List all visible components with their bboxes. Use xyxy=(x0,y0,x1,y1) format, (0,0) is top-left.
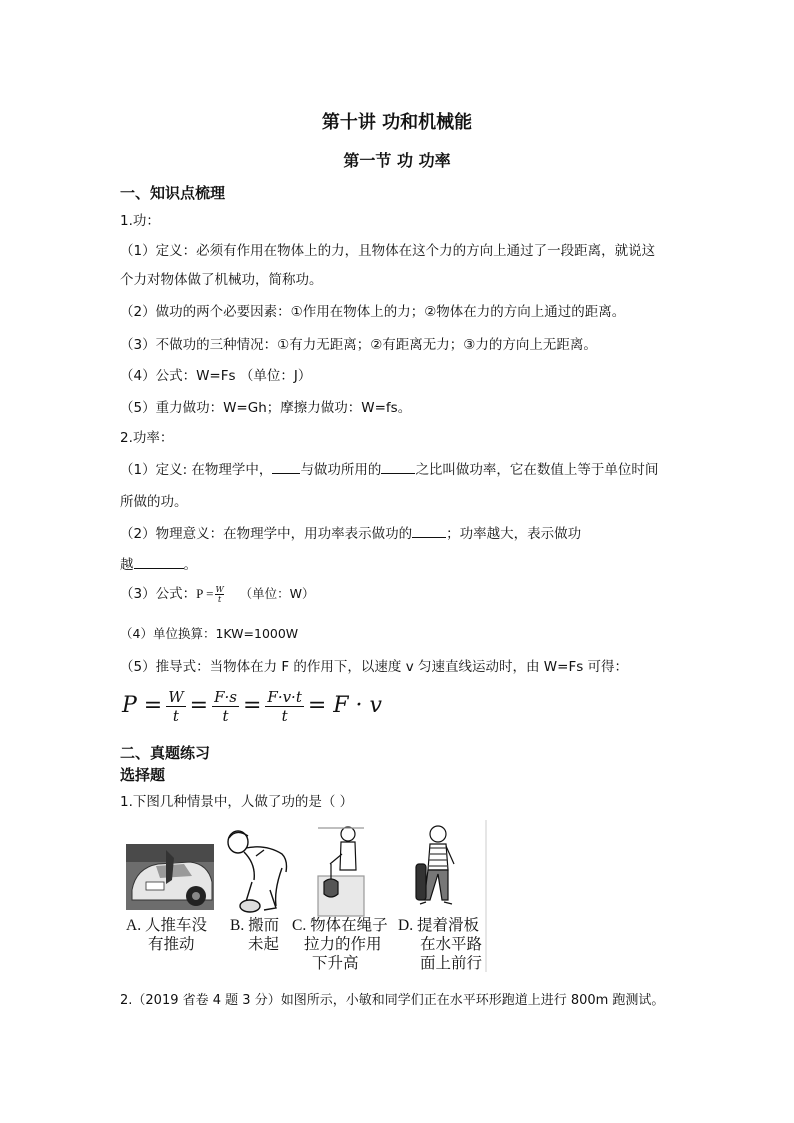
power-formula-unit: （单位：W） xyxy=(239,586,315,601)
page-title: 第十讲 功和机械能 xyxy=(321,112,473,133)
power-formula-fraction xyxy=(215,585,223,604)
caption-d-line2: 在水平路 xyxy=(420,936,483,953)
question-1-figure xyxy=(126,820,488,972)
power-heading: 2.功率： xyxy=(120,430,174,446)
eq-fraction-1-den: t xyxy=(172,706,179,725)
eq-lhs: P = xyxy=(122,693,163,718)
eq-fraction-3 xyxy=(265,688,303,725)
question-2: 2.（2019 省卷 4 题 3 分）如图所示，小敏和同学们正在水平环形跑道上进行 800m 跑测试。 xyxy=(120,993,665,1008)
power-formula-numerator: W xyxy=(215,584,224,594)
power-meaning-line2 xyxy=(120,553,197,573)
power-meaning-line1 xyxy=(120,522,581,542)
scene-a-car-push xyxy=(126,844,214,910)
eq-fraction-1-num: W xyxy=(168,687,184,706)
page-subtitle: 第一节 功 功率 xyxy=(343,151,451,170)
fill-blank-4[interactable] xyxy=(134,556,184,569)
question-1: 1.下图几种情景中，人做了功的是（ ） xyxy=(120,794,354,810)
work-gravity-friction: （5）重力做功：W=Gh；摩擦力做功：W=fs。 xyxy=(120,400,412,416)
fill-blank-2[interactable] xyxy=(381,461,415,474)
caption-a-line2: 有推动 xyxy=(148,936,195,953)
caption-c-line3: 下升高 xyxy=(312,955,359,972)
work-definition-line1: （1）定义：必须有作用在物体上的力，且物体在这个力的方向上通过了一段距离，就说这 xyxy=(120,243,656,259)
caption-a-line1: A. 人推车没 xyxy=(126,917,207,934)
power-formula-lhs: P = xyxy=(196,586,214,601)
power-formula-label: （3）公式： xyxy=(120,586,197,602)
eq-fraction-2-den: t xyxy=(222,706,229,725)
power-meaning-2: 越 xyxy=(120,557,134,573)
caption-d-line1: D. 提着滑板 xyxy=(398,917,479,934)
eq-fraction-3-num: F·v·t xyxy=(267,687,302,706)
power-def-part-b: 与做功所用的 xyxy=(300,462,382,478)
power-definition-line1 xyxy=(120,458,658,478)
power-definition-line2: 所做的功。 xyxy=(120,494,188,510)
caption-c-line2: 拉力的作用 xyxy=(304,936,382,953)
power-meaning-end: 。 xyxy=(183,557,197,573)
caption-b-line1: B. 搬而 xyxy=(230,917,280,934)
caption-b-line2: 未起 xyxy=(248,936,280,953)
work-factors: （2）做功的两个必要因素：①作用在物体上的力；②物体在力的方向上通过的距离。 xyxy=(120,304,626,320)
eq-tail: = F · v xyxy=(307,693,382,718)
power-def-part-a: （1）定义: 在物理学中， xyxy=(120,462,273,478)
power-formula xyxy=(120,582,315,604)
scene-b-lift-fail xyxy=(228,831,287,912)
power-meaning-part-a: （2）物理意义：在物理学中，用功率表示做功的 xyxy=(120,526,413,542)
derived-formula-intro: （5）推导式：当物体在力 F 的作用下，以速度 v 匀速直线运动时，由 W=Fs 可得： xyxy=(120,659,629,675)
fill-blank-3[interactable] xyxy=(412,525,446,538)
unit-conversion: （4）单位换算：1KW=1000W xyxy=(120,626,299,641)
power-def-part-c: 之比叫做功率，它在数值上等于单位时间 xyxy=(415,462,659,478)
fill-blank-1[interactable] xyxy=(272,461,300,474)
work-heading: 1.功： xyxy=(120,213,160,229)
power-meaning-part-b: ；功率越大，表示做功 xyxy=(446,526,582,542)
eq-fraction-2 xyxy=(212,688,239,725)
power-formula-denominator: t xyxy=(217,594,222,604)
eq-fraction-1 xyxy=(166,688,185,725)
eq-equals-1: = xyxy=(189,693,209,718)
eq-equals-2: = xyxy=(242,693,262,718)
eq-fraction-3-den: t xyxy=(281,706,288,725)
work-formula: （4）公式：W=Fs （单位：J） xyxy=(120,368,312,384)
work-definition-line2: 个力对物体做了机械功，简称功。 xyxy=(120,272,323,288)
scene-c-pulley-lift xyxy=(318,827,364,916)
choice-heading: 选择题 xyxy=(120,766,166,784)
work-no-work-cases: （3）不做功的三种情况：①有力无距离；②有距离无力；③力的方向上无距离。 xyxy=(120,337,597,353)
scene-d-carry-board xyxy=(416,826,454,904)
eq-fraction-2-num: F·s xyxy=(214,687,237,706)
caption-c-line1: C. 物体在绳子 xyxy=(292,917,388,934)
section-heading-knowledge: 一、知识点梳理 xyxy=(120,184,226,202)
caption-d-line3: 面上前行 xyxy=(420,955,483,972)
derived-equation xyxy=(122,686,382,726)
section-heading-practice: 二、真题练习 xyxy=(120,744,211,762)
